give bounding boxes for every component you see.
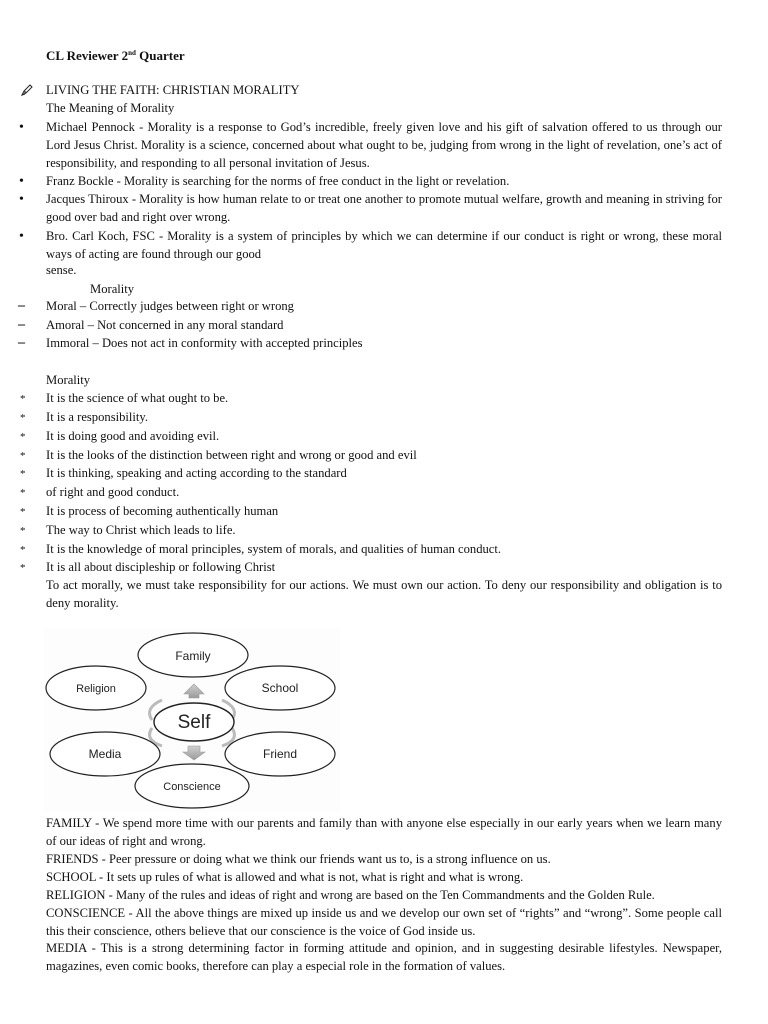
morality-label: Morality: [90, 282, 135, 296]
influence-conscience: CONSCIENCE - All the above things are mixed up inside us and we develop our own set of “rights” and “wrong”. Some people call this their conscience, others believe that our conscience is the voice of God inside us.: [46, 906, 722, 938]
influence-school: SCHOOL - It sets up rules of what is allowed and what is not, what is right and what is wrong.: [46, 870, 524, 884]
node-religion: [46, 666, 146, 710]
morality-point: It is thinking, speaking and acting according to the standard: [46, 466, 347, 480]
asterisk-icon: *: [20, 431, 26, 443]
type-amoral: Amoral – Not concerned in any moral standard: [46, 318, 284, 332]
asterisk-icon: *: [20, 487, 26, 499]
pen-icon: [20, 83, 34, 97]
bullet-icon: •: [19, 192, 24, 207]
section-heading: LIVING THE FAITH: CHRISTIAN MORALITY: [46, 83, 300, 97]
morality-point: It is the knowledge of moral principles, system of morals, and qualities of human conduct.: [46, 542, 502, 556]
svg-text:School: School: [261, 681, 299, 695]
definition-koch: Bro. Carl Koch, FSC - Morality is a system of principles by which we can determine if our conduct is right or wrong, these moral ways of acting are found through our good: [46, 229, 722, 261]
bullet-icon: •: [19, 120, 24, 135]
subheading: The Meaning of Morality: [46, 101, 175, 115]
type-immoral: Immoral – Does not act in conformity with accepted principles: [46, 336, 363, 350]
asterisk-icon: *: [20, 525, 26, 537]
definition-pennock: Michael Pennock - Morality is a response to God’s incredible, freely given love and his gift of salvation offered to us through our Lord Jesus Christ. Morality is a science, concerned about what ought to be, judging from wrong in the light of revelation, one’s act of responsibility, and responding to all personal invitation of Jesus.: [46, 120, 722, 170]
node-family: [138, 633, 248, 677]
definition-koch-end: sense.: [46, 263, 77, 277]
page-title: CL Reviewer 2nd Quarter: [46, 48, 185, 63]
asterisk-icon: *: [20, 506, 26, 518]
morality-point: It is a responsibility.: [46, 410, 149, 424]
influences-diagram: [44, 628, 340, 812]
asterisk-icon: *: [20, 450, 26, 462]
asterisk-icon: *: [20, 412, 26, 424]
influence-family: FAMILY - We spend more time with our parents and family than with anyone else especially in our early years when we learn many of our ideas of right and wrong.: [46, 816, 722, 848]
morality-point: It is the science of what ought to be.: [46, 391, 229, 405]
responsibility-paragraph: To act morally, we must take responsibility for our actions. We must own our action. To deny our responsibility and obligation is to deny morality.: [46, 578, 722, 610]
morality-point: It is process of becoming authentically human: [46, 504, 279, 518]
asterisk-icon: *: [20, 544, 26, 556]
dash-icon: –: [18, 317, 25, 332]
svg-text:Friend: Friend: [262, 747, 298, 761]
morality-point: of right and good conduct.: [46, 485, 180, 499]
node-school: [225, 666, 335, 710]
node-friend: [225, 732, 335, 776]
morality-label: Morality: [46, 373, 91, 387]
asterisk-icon: *: [20, 468, 26, 480]
morality-point: It is doing good and avoiding evil.: [46, 429, 220, 443]
bullet-icon: •: [19, 229, 24, 244]
definition-bockle: Franz Bockle - Morality is searching for the norms of free conduct in the light or revelation.: [46, 174, 510, 188]
morality-point: The way to Christ which leads to life.: [46, 523, 236, 537]
bullet-icon: •: [19, 174, 24, 189]
type-moral: Moral – Correctly judges between right or wrong: [46, 299, 294, 313]
svg-text:Religion: Religion: [76, 683, 116, 695]
morality-point: It is all about discipleship or following Christ: [46, 560, 276, 574]
svg-text:Self: Self: [177, 712, 211, 733]
asterisk-icon: *: [20, 562, 26, 574]
asterisk-icon: *: [20, 393, 26, 405]
svg-text:Family: Family: [175, 649, 211, 663]
morality-point: It is the looks of the distinction between right and wrong or good and evil: [46, 448, 417, 462]
node-self: [154, 703, 234, 741]
influence-religion: RELIGION - Many of the rules and ideas of right and wrong are based on the Ten Commandments and the Golden Rule.: [46, 888, 655, 902]
influence-media: MEDIA - This is a strong determining factor in forming attitude and opinion, and in suggesting desirable lifestyles. Newspaper, magazines, even comic books, therefore can play a especial role in the formation of values.: [46, 941, 722, 973]
svg-text:Media: Media: [88, 747, 122, 761]
svg-text:Conscience: Conscience: [163, 781, 221, 793]
dash-icon: –: [18, 335, 25, 350]
node-conscience: [135, 764, 249, 808]
influence-friends: FRIENDS - Peer pressure or doing what we think our friends want us to, is a strong influence on us.: [46, 852, 551, 866]
node-media: [50, 732, 160, 776]
dash-icon: –: [18, 298, 25, 313]
definition-thiroux: Jacques Thiroux - Morality is how human relate to or treat one another to promote mutual welfare, growth and meaning in striving for good over bad and right over wrong.: [46, 192, 722, 224]
